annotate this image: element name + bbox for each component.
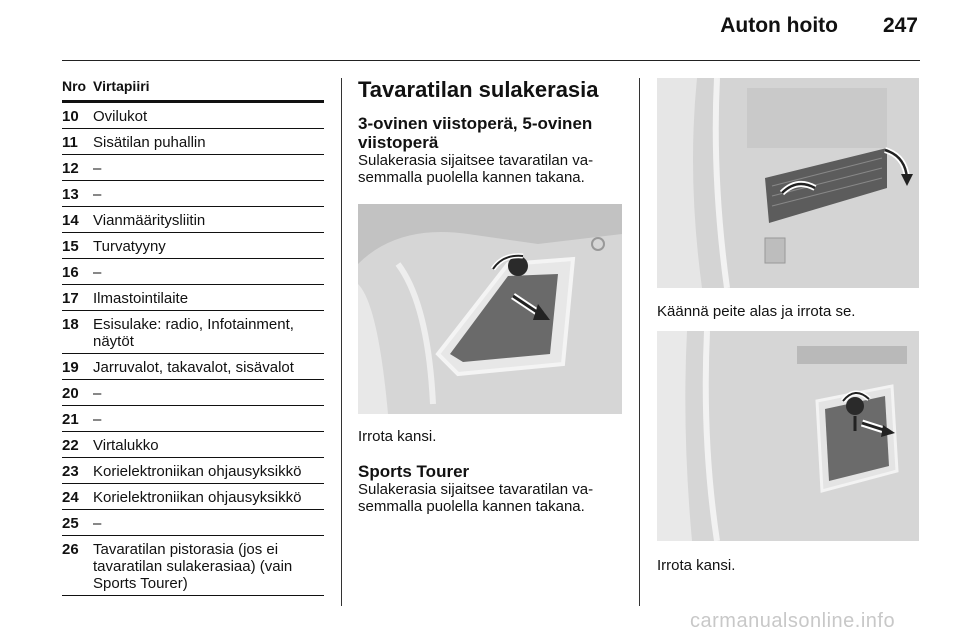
fuse-circuit: Virtalukko bbox=[93, 437, 159, 454]
column-divider-2 bbox=[639, 78, 640, 606]
page-header bbox=[0, 0, 960, 62]
fuse-circuit: Ovilukot bbox=[93, 108, 148, 125]
paragraph-sports-tourer: Sulakerasia sijaitsee tavaratilan va-semmalla puolella kannen takana. bbox=[358, 481, 594, 515]
fuse-number: 15 bbox=[62, 238, 79, 255]
table-row bbox=[62, 458, 324, 484]
subheading-hatchback: 3-ovinen viistoperä, 5-ovinen viistoperä bbox=[358, 114, 593, 152]
watermark: carmanualsonline.info bbox=[690, 610, 896, 632]
fuse-number: 11 bbox=[62, 134, 78, 151]
fuse-circuit: – bbox=[93, 264, 102, 281]
fuse-circuit: Tavaratilan pistorasia (jos ei tavaratilan sulakerasiaa) (vain Sports Tourer) bbox=[93, 541, 293, 592]
header-rule bbox=[62, 60, 920, 61]
fuse-circuit: Jarruvalot, takavalot, sisävalot bbox=[93, 359, 294, 376]
section-title: Auton hoito bbox=[720, 14, 838, 37]
fuse-circuit: Sisätilan puhallin bbox=[93, 134, 206, 151]
fuse-number: 25 bbox=[62, 515, 79, 532]
fuse-number: 16 bbox=[62, 264, 79, 281]
section-heading: Tavaratilan sulakerasia bbox=[358, 77, 599, 102]
fuse-number: 24 bbox=[62, 489, 79, 506]
figure-sports-tourer-panel bbox=[657, 78, 919, 288]
fuse-number: 20 bbox=[62, 385, 79, 402]
fuse-number: 18 bbox=[62, 316, 79, 333]
table-row bbox=[62, 181, 324, 207]
table-row bbox=[62, 129, 324, 155]
fuse-circuit: Vianmääritysliitin bbox=[93, 212, 206, 229]
table-row bbox=[62, 259, 324, 285]
col-circuit-header: Virtapiiri bbox=[93, 78, 150, 94]
fuse-number: 12 bbox=[62, 160, 79, 177]
fuse-circuit: – bbox=[93, 160, 102, 177]
fuse-table bbox=[62, 78, 324, 596]
fuse-number: 17 bbox=[62, 290, 79, 307]
column-2 bbox=[358, 78, 628, 186]
fuse-circuit: Korielektroniikan ohjausyksikkö bbox=[93, 463, 302, 480]
fuse-circuit: Turvatyyny bbox=[93, 238, 166, 255]
fuse-circuit: Ilmastointilaite bbox=[93, 290, 189, 307]
fuse-number: 23 bbox=[62, 463, 79, 480]
table-row bbox=[62, 285, 324, 311]
fuse-number: 22 bbox=[62, 437, 79, 454]
paragraph-hatchback: Sulakerasia sijaitsee tavaratilan va-semmalla puolella kannen takana. bbox=[358, 152, 594, 186]
fuse-circuit: – bbox=[93, 385, 102, 402]
fuse-number: 26 bbox=[62, 541, 79, 558]
table-row bbox=[62, 406, 324, 432]
caption-sports-tourer: Irrota kansi. bbox=[657, 557, 736, 574]
page-number: 247 bbox=[882, 14, 918, 37]
subheading-sports-tourer: Sports Tourer bbox=[358, 462, 470, 481]
fuse-circuit: – bbox=[93, 411, 102, 428]
fuse-circuit: Korielektroniikan ohjausyksikkö bbox=[93, 489, 302, 506]
table-row bbox=[62, 484, 324, 510]
column-2-lower bbox=[358, 462, 628, 515]
table-row bbox=[62, 155, 324, 181]
table-row bbox=[62, 380, 324, 406]
caption-turn-cover: Käännä peite alas ja irrota se. bbox=[657, 303, 856, 320]
fuse-number: 10 bbox=[62, 108, 79, 125]
table-body bbox=[62, 103, 324, 596]
fuse-number: 14 bbox=[62, 212, 79, 229]
column-divider-1 bbox=[341, 78, 342, 606]
table-row bbox=[62, 536, 324, 596]
table-header bbox=[62, 78, 324, 103]
table-row bbox=[62, 510, 324, 536]
figure-sports-tourer-cover bbox=[657, 331, 919, 541]
caption-hatchback: Irrota kansi. bbox=[358, 428, 437, 445]
table-row bbox=[62, 354, 324, 380]
fuse-number: 19 bbox=[62, 359, 79, 376]
figure-hatchback-cover bbox=[358, 204, 622, 414]
fuse-circuit: – bbox=[93, 515, 102, 532]
table-row bbox=[62, 311, 324, 354]
fuse-number: 21 bbox=[62, 411, 79, 428]
table-row bbox=[62, 432, 324, 458]
col-nro-header: Nro bbox=[62, 78, 87, 94]
table-row bbox=[62, 233, 324, 259]
fuse-circuit: Esisulake: radio, Infotainment, näytöt bbox=[93, 316, 294, 350]
table-row bbox=[62, 207, 324, 233]
fuse-number: 13 bbox=[62, 186, 79, 203]
table-row bbox=[62, 103, 324, 129]
fuse-circuit: – bbox=[93, 186, 102, 203]
